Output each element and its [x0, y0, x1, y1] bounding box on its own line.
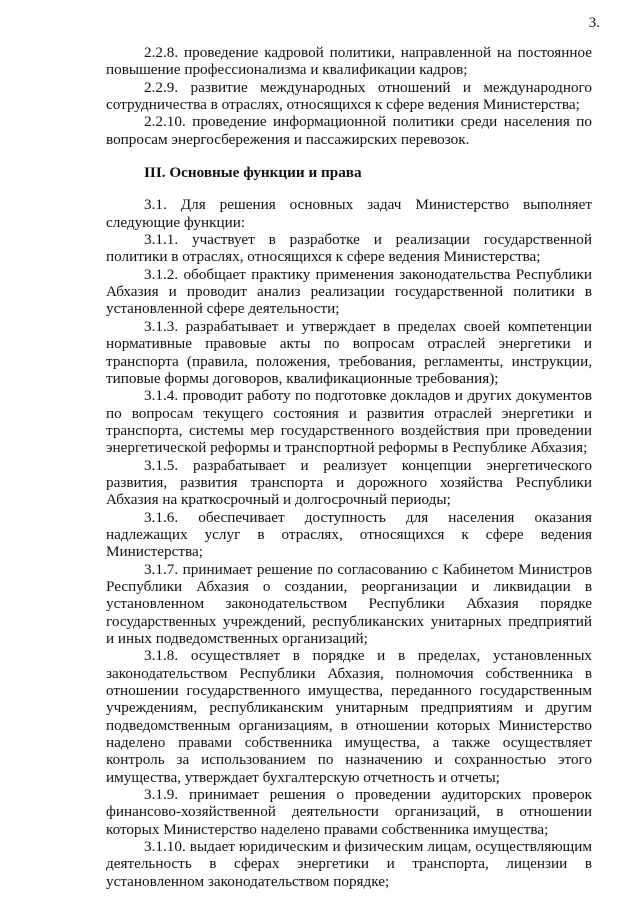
paragraph-2-2-8: 2.2.8. проведение кадровой политики, направленной на постоянное повышение профессионализма и квалификации кадров; [106, 44, 592, 79]
section-heading: III. Основные функции и права [144, 164, 362, 182]
paragraph-3-1-4: 3.1.4. проводит работу по подготовке докладов и других документов по вопросам текущего состояния и развития отраслей энергетики и транспорта, системы мер государственного воздействия при проведении энергетической реформы и транспортной реформы в Республике Абхазия; [106, 387, 592, 457]
paragraph-3-1-8: 3.1.8. осуществляет в порядке и в пределах, установленных законодательством Республики Абхазия, полномочия собственника в отношении государственного имущества, переданного государственным учреждениям, республиканским унитарным предприятиям и другим подведомственным организациям, в отношении которых Министерство наделено правами собственника имущества, а также осуществляет контроль за использованием по назначению и сохранностью этого имущества, утверждает бухгалтерскую отчетность и отчеты; [106, 647, 592, 786]
paragraph-3-1-6: 3.1.6. обеспечивает доступность для населения оказания надлежащих услуг в отраслях, относящихся к сфере ведения Министерства; [106, 508, 592, 561]
paragraph-3-1: 3.1. Для решения основных задач Министерство выполняет следующие функции: [106, 196, 592, 231]
paragraph-3-1-2: 3.1.2. обобщает практику применения законодательства Республики Абхазия и проводит анализ реализации государственной политики в установленной сфере деятельности; [106, 265, 592, 318]
paragraph-3-1-9: 3.1.9. принимает решения о проведении аудиторских проверок финансово-хозяйственной деятельности организаций, в отношении которых Министерство наделено правами собственника имущества; [106, 786, 592, 838]
paragraph-2-2-9: 2.2.9. развитие международных отношений и международного сотрудничества в отраслях, относящихся к сфере ведения Министерства; [106, 78, 592, 114]
paragraph-3-1-7: 3.1.7. принимает решение по согласованию с Кабинетом Министров Республики Абхазия о создании, реорганизации и ликвидации в установленном законодательством Республики Абхазия порядке государственных учреждений, республиканских унитарных предприятий и иных подведомственных организаций; [106, 560, 592, 647]
paragraph-2-2-10: 2.2.10. проведение информационной политики среди населения по вопросам энергосбережения и пассажирских перевозок. [106, 113, 592, 148]
paragraph-3-1-1: 3.1.1. участвует в разработке и реализации государственной политики в отраслях, относящихся к сфере ведения Министерства; [106, 231, 592, 266]
paragraph-3-1-3: 3.1.3. разрабатывает и утверждает в пределах своей компетенции нормативные правовые акты по вопросам отраслей энергетики и транспорта (правила, положения, требования, регламенты, инструкции, типовые формы договоров, квалификационные требования); [106, 317, 592, 387]
paragraph-3-1-10: 3.1.10. выдает юридическим и физическим лицам, осуществляющим деятельность в сферах энергетики и транспорта, лицензии в установленном законодательством порядке; [106, 838, 592, 890]
document-body [106, 44, 592, 890]
paragraph-3-1-5: 3.1.5. разрабатывает и реализует концепции энергетического развития, развития транспорта и дорожного хозяйства Республики Абхазия на краткосрочный и долгосрочный периоды; [106, 456, 592, 509]
page-number: 3. [588, 15, 600, 31]
